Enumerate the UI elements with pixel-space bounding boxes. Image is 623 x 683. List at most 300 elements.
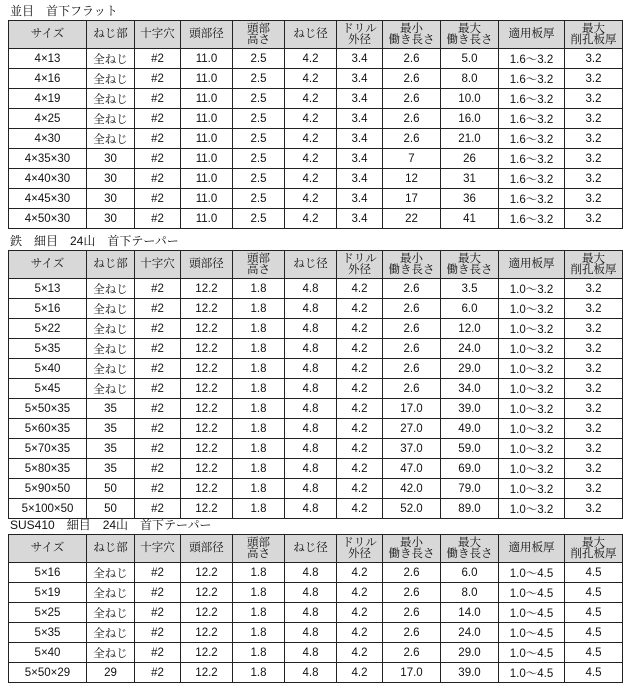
table-cell: 4.2 [285, 189, 337, 209]
table-row [9, 623, 623, 643]
spec-section-sus410-taper [8, 516, 617, 683]
table-row [9, 299, 623, 319]
table-cell: 4.8 [285, 459, 337, 479]
table-cell: 1.8 [233, 663, 285, 683]
table-cell: 30 [87, 189, 135, 209]
table-cell: 29.0 [441, 643, 499, 663]
table-cell: 5×13 [9, 279, 87, 299]
table-cell: 2.6 [383, 49, 441, 69]
table-cell: 4.8 [285, 379, 337, 399]
table-cell: 1.0～3.2 [499, 279, 565, 299]
table-cell: 4.8 [285, 439, 337, 459]
column-header [383, 251, 441, 279]
table-cell: 4.8 [285, 319, 337, 339]
table-cell: 1.0～3.2 [499, 499, 565, 519]
table-cell: 全ねじ [87, 319, 135, 339]
table-cell: 5×45 [9, 379, 87, 399]
table-cell: 2.6 [383, 319, 441, 339]
column-header-line: 最大 [458, 22, 481, 35]
table-cell: 4.5 [565, 623, 623, 643]
table-cell: 1.8 [233, 603, 285, 623]
table-cell: #2 [135, 89, 181, 109]
table-cell: 21.0 [441, 129, 499, 149]
section-title: 鉄 細目 24山 首下テーパー [10, 234, 179, 248]
header-row [9, 21, 623, 49]
column-header [565, 251, 623, 279]
table-cell: 2.5 [233, 129, 285, 149]
table-cell: 12.2 [181, 663, 233, 683]
table-cell: 11.0 [181, 209, 233, 229]
table-cell: 1.6～3.2 [499, 69, 565, 89]
table-cell: 2.5 [233, 209, 285, 229]
table-cell: 6.0 [441, 563, 499, 583]
table-cell: 3.4 [337, 109, 383, 129]
column-header-line: ねじ径 [293, 28, 328, 40]
column-header-line: 高さ [247, 547, 270, 560]
table-cell: 47.0 [383, 459, 441, 479]
table-row [9, 563, 623, 583]
table-cell: #2 [135, 279, 181, 299]
table-cell: 30 [87, 209, 135, 229]
table-cell: 1.8 [233, 319, 285, 339]
table-cell: 5×60×35 [9, 419, 87, 439]
table-row [9, 359, 623, 379]
table-cell: 2.6 [383, 379, 441, 399]
table-cell: 4.2 [337, 459, 383, 479]
table-cell: 2.6 [383, 643, 441, 663]
table-cell: 2.6 [383, 603, 441, 623]
column-header-line: 外径 [348, 263, 371, 276]
table-cell: 全ねじ [87, 49, 135, 69]
table-cell: 12.2 [181, 563, 233, 583]
table-cell: 1.0～3.2 [499, 399, 565, 419]
table-cell: 12.2 [181, 379, 233, 399]
table-cell: 11.0 [181, 109, 233, 129]
table-cell: 1.8 [233, 583, 285, 603]
table-cell: #2 [135, 419, 181, 439]
table-cell: 4.2 [285, 129, 337, 149]
table-cell: 4×19 [9, 89, 87, 109]
table-cell: 2.6 [383, 109, 441, 129]
table-cell: 1.8 [233, 563, 285, 583]
table-cell: 2.6 [383, 623, 441, 643]
column-header-line: 最小 [400, 22, 423, 35]
column-header-line: 働き長さ [446, 33, 493, 46]
table-cell: 4.2 [337, 663, 383, 683]
table-cell: #2 [135, 109, 181, 129]
table-cell: 4.2 [285, 89, 337, 109]
spec-section-flat [8, 2, 617, 229]
table-cell: 12.2 [181, 583, 233, 603]
table-cell: 11.0 [181, 129, 233, 149]
table-row [9, 69, 623, 89]
table-row [9, 89, 623, 109]
table-cell: 5×50×35 [9, 399, 87, 419]
table-cell: 4.2 [285, 209, 337, 229]
table-cell: 39.0 [441, 663, 499, 683]
table-cell: #2 [135, 663, 181, 683]
column-header [135, 21, 181, 49]
table-cell: 5×35 [9, 339, 87, 359]
table-cell: 49.0 [441, 419, 499, 439]
table-cell: 全ねじ [87, 603, 135, 623]
spec-table [8, 534, 623, 683]
column-header [499, 21, 565, 49]
column-header-line: 削孔板厚 [570, 263, 617, 276]
column-header [337, 251, 383, 279]
table-cell: 37.0 [383, 439, 441, 459]
table-cell: 12.2 [181, 603, 233, 623]
column-header [9, 251, 87, 279]
table-cell: 1.8 [233, 643, 285, 663]
table-cell: 3.2 [565, 49, 623, 69]
column-header-line: 働き長さ [388, 547, 435, 560]
column-header-line: 外径 [348, 33, 371, 46]
table-cell: #2 [135, 623, 181, 643]
table-row [9, 643, 623, 663]
table-cell: 4×45×30 [9, 189, 87, 209]
column-header [181, 21, 233, 49]
table-cell: 11.0 [181, 149, 233, 169]
table-cell: 3.2 [565, 419, 623, 439]
table-cell: 4×16 [9, 69, 87, 89]
table-cell: 4.8 [285, 479, 337, 499]
column-header [233, 251, 285, 279]
table-cell: 14.0 [441, 603, 499, 623]
column-header [499, 535, 565, 563]
table-cell: 3.2 [565, 169, 623, 189]
table-cell: 12.0 [441, 319, 499, 339]
table-cell: 3.2 [565, 209, 623, 229]
column-header [233, 21, 285, 49]
table-cell: 3.4 [337, 149, 383, 169]
section-title: SUS410 細目 24山 首下テーパー [10, 518, 212, 532]
table-cell: 4×40×30 [9, 169, 87, 189]
table-cell: 3.2 [565, 379, 623, 399]
column-header-line: 削孔板厚 [570, 33, 617, 46]
table-cell: 2.5 [233, 69, 285, 89]
table-cell: 34.0 [441, 379, 499, 399]
table-cell: 3.4 [337, 89, 383, 109]
table-cell: 1.6～3.2 [499, 129, 565, 149]
table-cell: 1.0～3.2 [499, 439, 565, 459]
table-cell: #2 [135, 319, 181, 339]
table-cell: 4.5 [565, 603, 623, 623]
table-cell: 17.0 [383, 663, 441, 683]
column-header-line: 十字穴 [140, 542, 175, 554]
table-row [9, 189, 623, 209]
table-cell: 3.2 [565, 459, 623, 479]
table-cell: 3.2 [565, 89, 623, 109]
table-cell: 27.0 [383, 419, 441, 439]
table-cell: 17.0 [383, 399, 441, 419]
table-cell: 39.0 [441, 399, 499, 419]
table-row [9, 419, 623, 439]
table-cell: 35 [87, 419, 135, 439]
table-cell: 1.8 [233, 439, 285, 459]
column-header-line: ドリル [342, 536, 377, 549]
table-cell: 2.6 [383, 359, 441, 379]
table-cell: 4.2 [285, 49, 337, 69]
table-cell: 89.0 [441, 499, 499, 519]
table-cell: 4.2 [337, 379, 383, 399]
column-header [87, 535, 135, 563]
table-cell: 3.2 [565, 129, 623, 149]
table-cell: 4.8 [285, 623, 337, 643]
table-cell: 4.2 [337, 563, 383, 583]
table-cell: 12.2 [181, 643, 233, 663]
column-header-line: ねじ径 [293, 542, 328, 554]
column-header-line: 頭部 [247, 536, 270, 549]
table-cell: 1.0～4.5 [499, 603, 565, 623]
column-header [87, 21, 135, 49]
table-cell: 3.4 [337, 209, 383, 229]
column-header [383, 535, 441, 563]
table-cell: 3.2 [565, 339, 623, 359]
table-row [9, 319, 623, 339]
table-cell: 4.8 [285, 643, 337, 663]
column-header [135, 251, 181, 279]
table-cell: 3.2 [565, 109, 623, 129]
column-header-line: 働き長さ [446, 547, 493, 560]
table-cell: 1.0～3.2 [499, 299, 565, 319]
table-cell: #2 [135, 583, 181, 603]
table-cell: 4.2 [337, 479, 383, 499]
table-cell: 4.2 [337, 623, 383, 643]
column-header-line: サイズ [30, 542, 65, 554]
table-cell: #2 [135, 499, 181, 519]
column-header-line: 最大 [582, 252, 605, 265]
section-title: 並目 首下フラット [10, 4, 118, 18]
table-cell: 4.2 [285, 109, 337, 129]
table-cell: 4.5 [565, 663, 623, 683]
table-cell: 2.5 [233, 149, 285, 169]
table-cell: 5×16 [9, 299, 87, 319]
column-header-line: 働き長さ [388, 33, 435, 46]
table-cell: 4.8 [285, 339, 337, 359]
table-cell: 4.2 [337, 643, 383, 663]
table-cell: 4.8 [285, 663, 337, 683]
table-cell: 3.2 [565, 299, 623, 319]
column-header [9, 21, 87, 49]
table-cell: 1.8 [233, 479, 285, 499]
table-cell: 1.8 [233, 279, 285, 299]
column-header-line: ねじ径 [293, 258, 328, 270]
table-cell: 4.2 [337, 339, 383, 359]
table-cell: 1.8 [233, 419, 285, 439]
column-header-line: 働き長さ [446, 263, 493, 276]
table-cell: 4×25 [9, 109, 87, 129]
column-header [337, 21, 383, 49]
table-row [9, 109, 623, 129]
table-cell: 3.4 [337, 169, 383, 189]
table-cell: 1.6～3.2 [499, 109, 565, 129]
table-cell: 35 [87, 399, 135, 419]
table-cell: 3.2 [565, 359, 623, 379]
table-cell: 4.8 [285, 299, 337, 319]
table-cell: 1.0～4.5 [499, 663, 565, 683]
table-cell: 17 [383, 189, 441, 209]
header-row [9, 251, 623, 279]
table-cell: 4.2 [285, 169, 337, 189]
table-cell: 2.6 [383, 339, 441, 359]
table-row [9, 149, 623, 169]
table-cell: 5×22 [9, 319, 87, 339]
table-cell: 2.6 [383, 563, 441, 583]
table-cell: 4.8 [285, 499, 337, 519]
column-header-line: 高さ [247, 263, 270, 276]
table-cell: 30 [87, 169, 135, 189]
table-cell: 1.8 [233, 339, 285, 359]
table-cell: #2 [135, 439, 181, 459]
table-cell: 4.8 [285, 583, 337, 603]
table-cell: 11.0 [181, 189, 233, 209]
table-cell: 4×50×30 [9, 209, 87, 229]
table-row [9, 399, 623, 419]
table-cell: 4.8 [285, 603, 337, 623]
column-header [499, 251, 565, 279]
column-header [87, 251, 135, 279]
table-cell: 10.0 [441, 89, 499, 109]
table-cell: 29.0 [441, 359, 499, 379]
column-header-line: 頭部 [247, 252, 270, 265]
column-header-line: 最大 [582, 22, 605, 35]
table-cell: 1.0～3.2 [499, 359, 565, 379]
table-cell: 3.2 [565, 319, 623, 339]
table-cell: 1.6～3.2 [499, 89, 565, 109]
spec-table [8, 250, 623, 519]
table-cell: 2.5 [233, 189, 285, 209]
table-cell: 12.2 [181, 359, 233, 379]
table-cell: 1.0～4.5 [499, 623, 565, 643]
table-cell: 2.5 [233, 169, 285, 189]
column-header-line: サイズ [30, 28, 65, 40]
table-cell: #2 [135, 49, 181, 69]
column-header [441, 251, 499, 279]
table-cell: 3.2 [565, 189, 623, 209]
column-header-line: 最小 [400, 252, 423, 265]
column-header-line: 外径 [348, 547, 371, 560]
column-header-line: ねじ部 [93, 28, 128, 40]
column-header-line: 適用板厚 [508, 28, 555, 40]
column-header-line: 高さ [247, 33, 270, 46]
column-header-line: 最大 [458, 536, 481, 549]
spec-table [8, 20, 623, 229]
table-cell: 4.8 [285, 359, 337, 379]
column-header-line: 十字穴 [140, 28, 175, 40]
table-cell: 24.0 [441, 339, 499, 359]
table-cell: 5×16 [9, 563, 87, 583]
table-cell: 12.2 [181, 299, 233, 319]
table-cell: 4.5 [565, 643, 623, 663]
table-cell: 全ねじ [87, 583, 135, 603]
table-cell: #2 [135, 299, 181, 319]
table-cell: 12.2 [181, 459, 233, 479]
column-header [135, 535, 181, 563]
table-cell: 4.2 [285, 149, 337, 169]
table-cell: 1.8 [233, 623, 285, 643]
column-header [565, 535, 623, 563]
table-cell: 5×40 [9, 359, 87, 379]
table-cell: #2 [135, 339, 181, 359]
table-cell: 全ねじ [87, 643, 135, 663]
column-header [181, 251, 233, 279]
table-cell: 11.0 [181, 89, 233, 109]
table-cell: 全ねじ [87, 299, 135, 319]
table-cell: 3.2 [565, 149, 623, 169]
table-cell: 5×90×50 [9, 479, 87, 499]
table-cell: 4.8 [285, 399, 337, 419]
table-cell: 31 [441, 169, 499, 189]
table-cell: 4.2 [337, 399, 383, 419]
table-cell: 41 [441, 209, 499, 229]
table-cell: #2 [135, 149, 181, 169]
table-cell: #2 [135, 379, 181, 399]
table-cell: 全ねじ [87, 563, 135, 583]
table-cell: 2.6 [383, 279, 441, 299]
table-cell: 1.0～4.5 [499, 563, 565, 583]
table-cell: 36 [441, 189, 499, 209]
column-header-line: ドリル [342, 22, 377, 35]
table-cell: 1.0～3.2 [499, 319, 565, 339]
table-cell: 3.4 [337, 49, 383, 69]
table-cell: 全ねじ [87, 379, 135, 399]
table-cell: 1.6～3.2 [499, 189, 565, 209]
column-header-line: 最大 [582, 536, 605, 549]
table-cell: 7 [383, 149, 441, 169]
column-header-line: サイズ [30, 258, 65, 270]
table-cell: #2 [135, 459, 181, 479]
table-cell: 4.2 [337, 603, 383, 623]
table-cell: 2.5 [233, 49, 285, 69]
table-cell: 2.6 [383, 69, 441, 89]
table-cell: 4.8 [285, 419, 337, 439]
table-cell: #2 [135, 69, 181, 89]
table-row [9, 379, 623, 399]
table-cell: 12.2 [181, 499, 233, 519]
table-cell: 全ねじ [87, 109, 135, 129]
table-cell: 5×25 [9, 603, 87, 623]
table-row [9, 439, 623, 459]
table-cell: 12.2 [181, 399, 233, 419]
table-cell: 1.0～3.2 [499, 379, 565, 399]
table-cell: 3.2 [565, 69, 623, 89]
table-cell: #2 [135, 643, 181, 663]
table-cell: 3.5 [441, 279, 499, 299]
table-cell: 11.0 [181, 69, 233, 89]
table-cell: 16.0 [441, 109, 499, 129]
table-cell: 69.0 [441, 459, 499, 479]
table-cell: 22 [383, 209, 441, 229]
column-header [285, 251, 337, 279]
table-cell: 4.2 [337, 439, 383, 459]
column-header [565, 21, 623, 49]
table-cell: 3.4 [337, 189, 383, 209]
table-cell: #2 [135, 399, 181, 419]
table-cell: 5×40 [9, 643, 87, 663]
table-row [9, 459, 623, 479]
table-cell: 1.0～4.5 [499, 583, 565, 603]
table-cell: 26 [441, 149, 499, 169]
column-header-line: 頭部径 [189, 28, 224, 40]
table-cell: #2 [135, 129, 181, 149]
table-cell: #2 [135, 479, 181, 499]
header-row [9, 535, 623, 563]
table-cell: 1.6～3.2 [499, 49, 565, 69]
table-cell: 12.2 [181, 419, 233, 439]
table-cell: 全ねじ [87, 623, 135, 643]
column-header-line: 最大 [458, 252, 481, 265]
